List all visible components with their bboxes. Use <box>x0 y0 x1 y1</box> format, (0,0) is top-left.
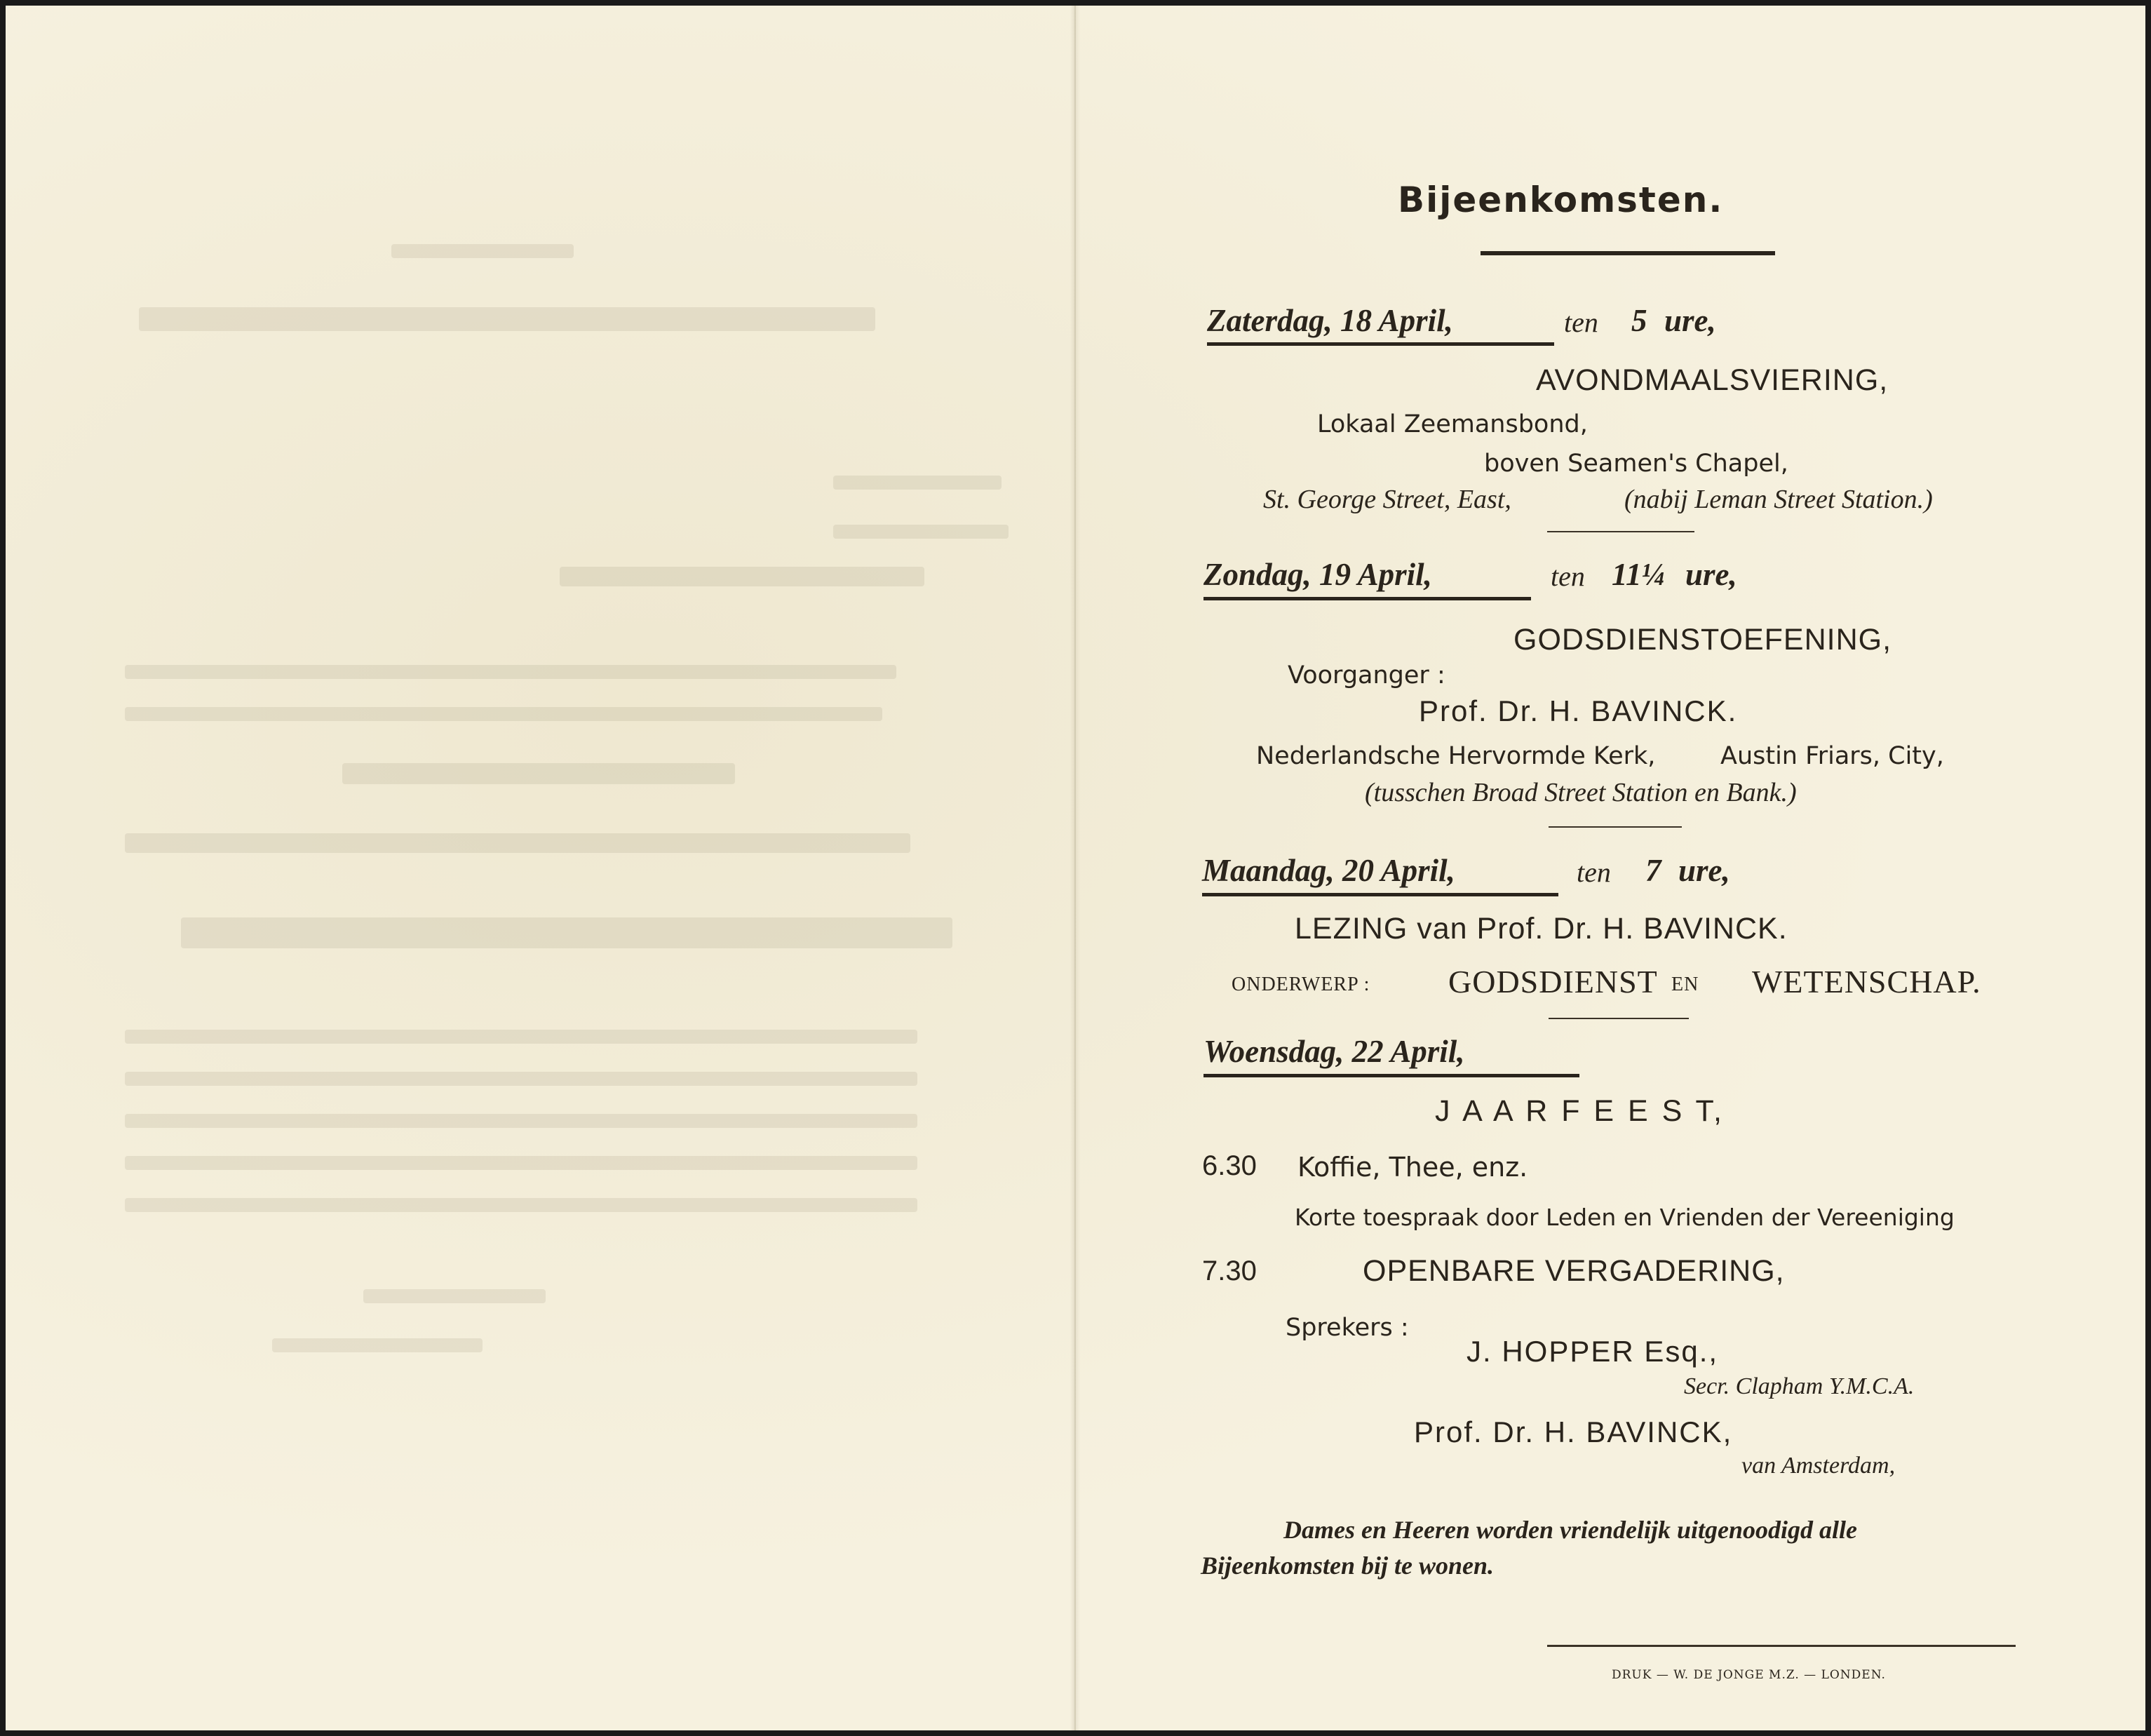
divider-1 <box>1547 531 1694 532</box>
event-4-speaker-1-sub: Secr. Clapham Y.M.C.A. <box>1684 1373 1915 1399</box>
event-4-day: Woensdag, 22 April, <box>1203 1034 1465 1069</box>
event-4-time-2: 7.30 <box>1202 1256 1257 1286</box>
event-1-ure: ure, <box>1664 303 1716 338</box>
title-underline <box>1481 251 1775 255</box>
event-4-speaker-2-sub: van Amsterdam, <box>1741 1453 1896 1479</box>
page-title: Bijeenkomsten. <box>1398 180 1724 220</box>
event-1-station: (nabij Leman Street Station.) <box>1624 485 1933 514</box>
event-4-item-1: Koffie, Thee, enz. <box>1297 1152 1528 1183</box>
event-2-speaker: Prof. Dr. H. BAVINCK. <box>1419 694 1738 727</box>
closing-line-2: Bijeenkomsten bij te wonen. <box>1201 1552 1495 1580</box>
event-1-day: Zaterdag, 18 April, <box>1207 303 1453 338</box>
printer-rule <box>1547 1645 2016 1647</box>
event-3-subject-a: GODSDIENST <box>1448 964 1658 1000</box>
event-3-ten: ten <box>1577 856 1611 888</box>
event-4-sprekers-label: Sprekers : <box>1286 1314 1409 1342</box>
event-4-speaker-1: J. HOPPER Esq., <box>1466 1335 1719 1368</box>
event-3-onderwerp-label: ONDERWERP : <box>1232 974 1370 995</box>
event-1-day-underline <box>1207 342 1554 346</box>
event-1-address: St. George Street, East, <box>1263 485 1511 514</box>
event-4-speaker-2: Prof. Dr. H. BAVINCK, <box>1414 1415 1733 1448</box>
event-2-ten: ten <box>1551 560 1585 592</box>
event-3-day: Maandag, 20 April, <box>1202 853 1455 888</box>
event-2-church-note: (tusschen Broad Street Station en Bank.) <box>1365 778 1797 807</box>
printer-credit: DRUK — W. DE JONGE M.Z. — LONDEN. <box>1612 1668 1886 1682</box>
event-4-title: J A A R F E E S T, <box>1435 1094 1725 1128</box>
event-3-subject-en: EN <box>1671 974 1699 995</box>
event-2-day-underline <box>1203 597 1531 600</box>
paper-sheet <box>6 6 2145 1730</box>
event-2-voorganger-label: Voorganger : <box>1288 661 1445 689</box>
announcement-page <box>6 6 2145 1730</box>
event-3-ure: ure, <box>1678 853 1730 888</box>
event-3-subject-b: WETENSCHAP. <box>1752 964 1981 1000</box>
event-1-hour: 5 <box>1631 303 1647 338</box>
closing-line-1: Dames en Heeren worden vriendelijk uitgenoodigd alle <box>1283 1516 1857 1544</box>
event-1-ten: ten <box>1564 307 1598 338</box>
event-4-item-1-sub: Korte toespraak door Leden en Vrienden der Vereeniging <box>1295 1204 1955 1231</box>
event-2-title: GODSDIENSTOEFENING, <box>1513 623 1892 657</box>
event-1-title: AVONDMAALSVIERING, <box>1536 363 1889 397</box>
event-2-ure: ure, <box>1685 557 1737 592</box>
event-3-day-underline <box>1202 893 1558 896</box>
event-1-location-1: Lokaal Zeemansbond, <box>1317 410 1588 438</box>
event-2-church-address: Austin Friars, City, <box>1720 742 1944 770</box>
event-2-church: Nederlandsche Hervormde Kerk, <box>1256 742 1656 770</box>
event-1-location-2: boven Seamen's Chapel, <box>1484 450 1788 478</box>
divider-2 <box>1549 826 1682 828</box>
event-3-hour: 7 <box>1645 853 1661 888</box>
divider-3 <box>1549 1018 1689 1019</box>
event-4-item-2: OPENBARE VERGADERING, <box>1363 1254 1785 1288</box>
event-3-title: LEZING van Prof. Dr. H. BAVINCK. <box>1295 912 1788 946</box>
event-4-time-1: 6.30 <box>1202 1150 1257 1181</box>
event-2-day: Zondag, 19 April, <box>1203 557 1432 592</box>
event-4-day-underline <box>1203 1074 1579 1077</box>
event-2-hour: 11¼ <box>1612 557 1666 592</box>
